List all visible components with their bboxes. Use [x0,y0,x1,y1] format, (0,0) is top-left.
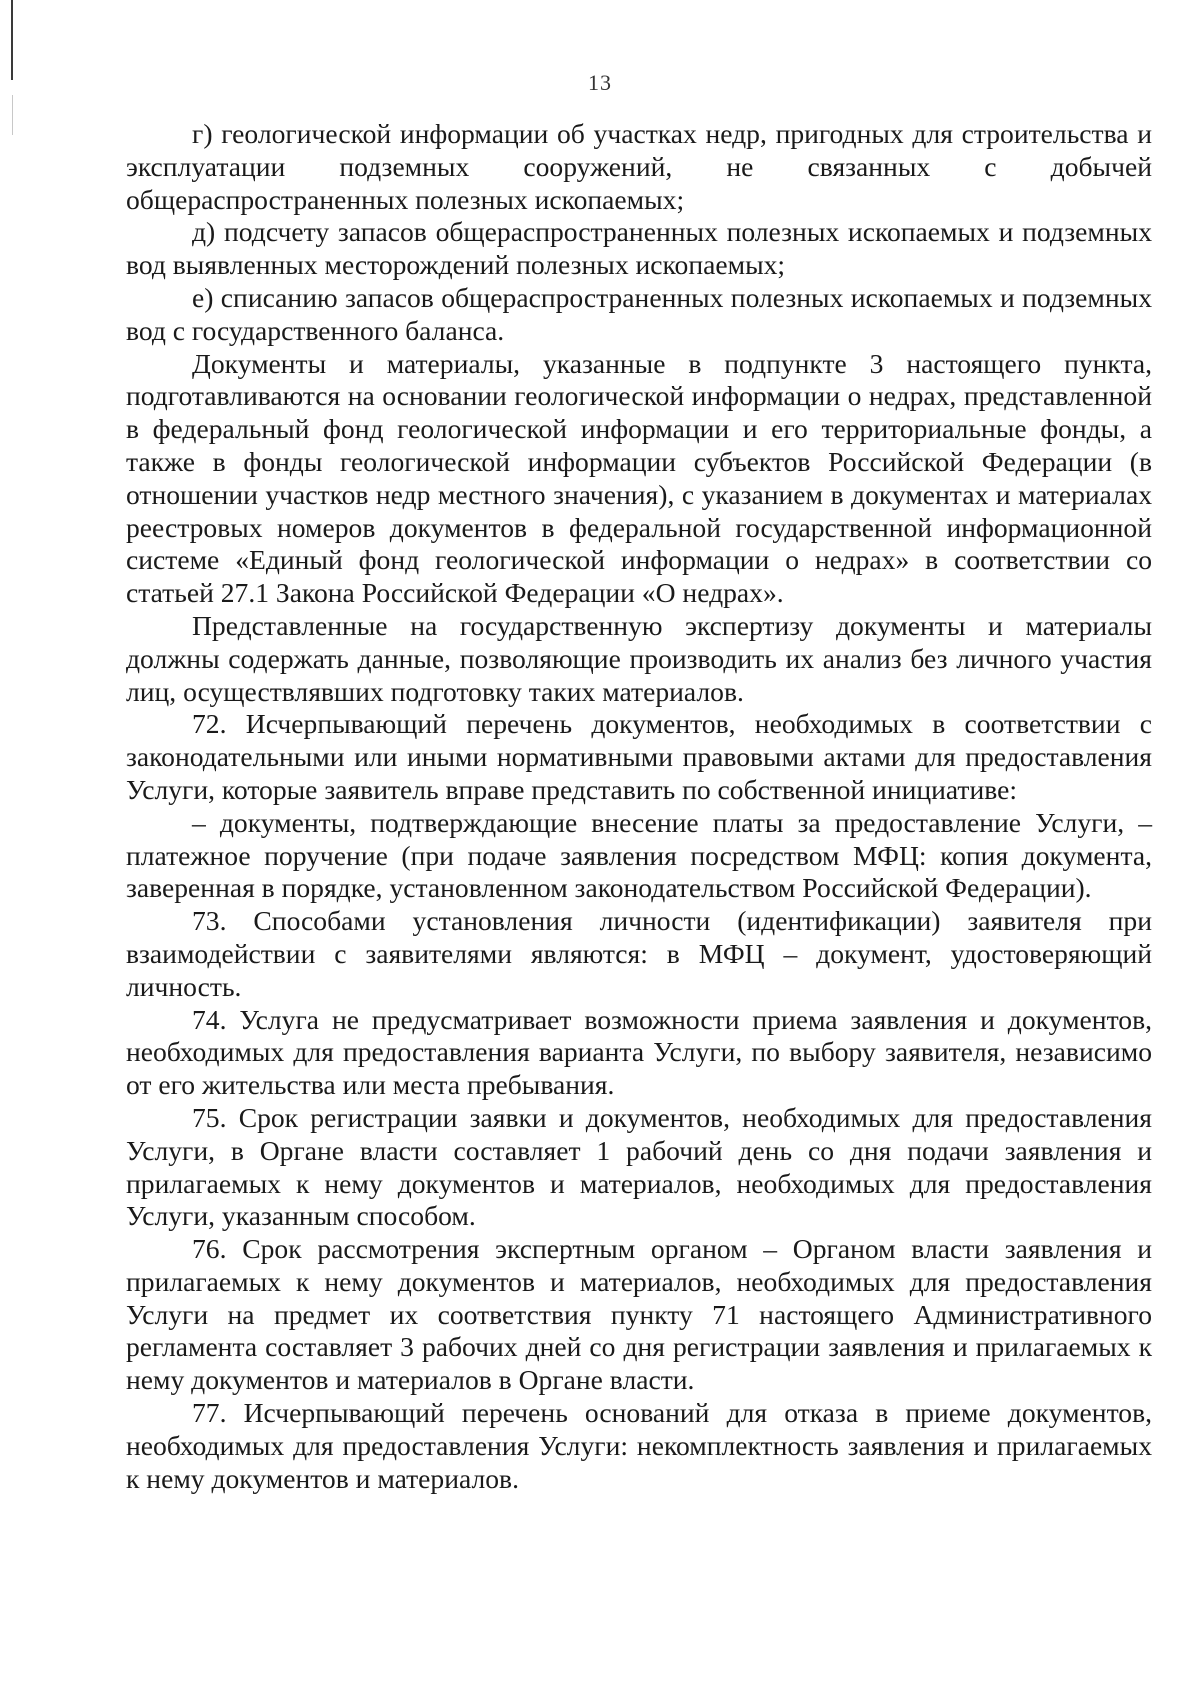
paragraph-item-76: 76. Срок рассмотрения экспертным органом – Органом власти заявления и прилагаемых к нему документов и материалов, необходимых для предоставления Услуги на предмет их соответствия пункту 71 настоящего Административного регламента составляет 3 рабочих дней со дня регистрации заявления и прилагаемых к нему документов и материалов в Органе власти. [126,1233,1152,1396]
paragraph-state-expertise: Представленные на государственную экспертизу документы и материалы должны содержать данные, позволяющие производить их анализ без личного участия лиц, осуществлявших подготовку таких материалов. [126,609,1152,707]
paragraph-item-77: 77. Исчерпывающий перечень оснований для отказа в приеме документов, необходимых для предоставления Услуги: некомплектность заявления и прилагаемых к нему документов и материалов. [126,1397,1152,1494]
paragraph-item-72: 72. Исчерпывающий перечень документов, необходимых в соответствии с законодательными или иными нормативными правовыми актами для предоставления Услуги, которые заявитель вправе представить по собственной инициативе: [126,708,1152,805]
paragraph-item-74: 74. Услуга не предусматривает возможности приема заявления и документов, необходимых для предоставления варианта Услуги, по выбору заявителя, независимо от его жительства или места пребывания. [126,1003,1152,1101]
paragraph-payment-documents: – документы, подтверждающие внесение платы за предоставление Услуги, – платежное поручение (при подаче заявления посредством МФЦ: копия документа, заверенная в порядке, установленном законодательством Российской Федерации). [126,806,1152,904]
scan-edge-mark-faint [12,95,13,135]
paragraph-subitem-g: г) геологической информации об участках недр, пригодных для строительства и эксплуатации подземных сооружений, не связанных с добычей общераспространенных полезных ископаемых; [126,118,1152,215]
document-body [126,118,1152,1495]
paragraph-item-73: 73. Способами установления личности (идентификации) заявителя при взаимодействии с заявителями являются: в МФЦ – документ, удостоверяющий личность. [126,905,1152,1002]
scan-edge-mark [11,0,13,80]
paragraph-subitem-d: д) подсчету запасов общераспространенных полезных ископаемых и подземных вод выявленных месторождений полезных ископаемых; [126,216,1152,281]
paragraph-documents-materials: Документы и материалы, указанные в подпункте 3 настоящего пункта, подготавливаются на основании геологической информации о недрах, представленной в федеральный фонд геологической информации и его территориальные фонды, а также в фонды геологической информации субъектов Российской Федерации (в отношении участков недр местного значения), с указанием в документах и материалах реестровых номеров документов в федеральной государственной информационной системе «Единый фонд геологической информации о недрах» в соответствии со статьей 27.1 Закона Российской Федерации «О недрах». [126,347,1152,609]
paragraph-item-75: 75. Срок регистрации заявки и документов, необходимых для предоставления Услуги, в Органе власти составляет 1 рабочий день со дня подачи заявления и прилагаемых к нему документов и материалов, необходимых для предоставления Услуги, указанным способом. [126,1101,1152,1232]
paragraph-subitem-e: е) списанию запасов общераспространенных полезных ископаемых и подземных вод с государственного баланса. [126,281,1152,346]
page-number: 13 [588,70,612,95]
